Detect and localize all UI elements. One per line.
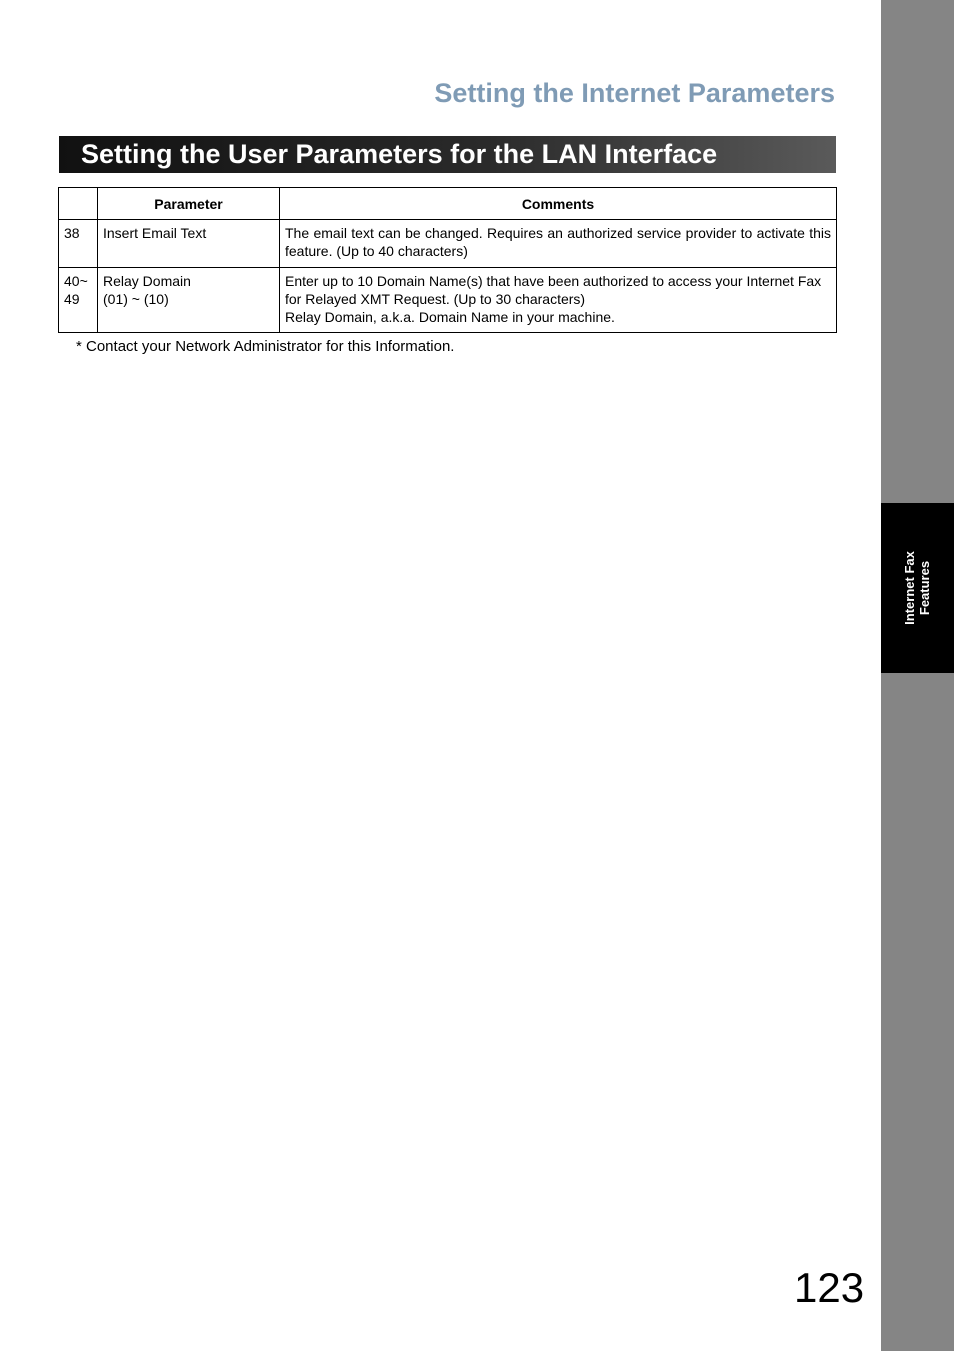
- row-number-cell: 38: [59, 220, 98, 268]
- table-header-row: [59, 188, 837, 220]
- parameter-cell: [98, 268, 280, 333]
- parameter-text: Insert Email Text: [103, 225, 207, 241]
- comment-text-extra: Relay Domain, a.k.a. Domain Name in your machine.: [285, 309, 615, 325]
- column-header-number: [59, 188, 98, 220]
- comment-text: The email text can be changed. Requires an authorized service provider to activate this feature. (Up to 40 characters): [285, 225, 831, 259]
- chapter-tab-line1: Internet Fax: [902, 551, 917, 625]
- banner-title: Setting the User Parameters for the LAN Interface: [81, 139, 718, 169]
- column-header-comments: Comments: [280, 188, 837, 220]
- parameters-table: [58, 187, 837, 333]
- comment-cell: [280, 268, 837, 333]
- table-row: [59, 268, 837, 333]
- parameter-text: Relay Domain: [103, 273, 191, 289]
- parameter-range-text: (01) ~ (10): [103, 291, 169, 307]
- section-title: Setting the Internet Parameters: [434, 78, 835, 108]
- page-number: 123: [794, 1264, 865, 1311]
- comment-cell: [280, 220, 837, 268]
- column-header-parameter: Parameter: [98, 188, 280, 220]
- chapter-tab: [881, 503, 954, 673]
- comment-text: Enter up to 10 Domain Name(s) that have been authorized to access your Internet Fax for Relayed XMT Request. (Up to 30 characters): [285, 273, 822, 307]
- side-strip: [881, 0, 954, 1351]
- row-number-cell: 40~ 49: [59, 268, 98, 333]
- parameter-cell: [98, 220, 280, 268]
- footnote: * Contact your Network Administrator for this Information.: [76, 338, 455, 355]
- title-banner: [59, 136, 836, 173]
- table-row: [59, 220, 837, 268]
- chapter-tab-line2: Features: [917, 560, 932, 616]
- chapter-tab-label: [902, 551, 932, 625]
